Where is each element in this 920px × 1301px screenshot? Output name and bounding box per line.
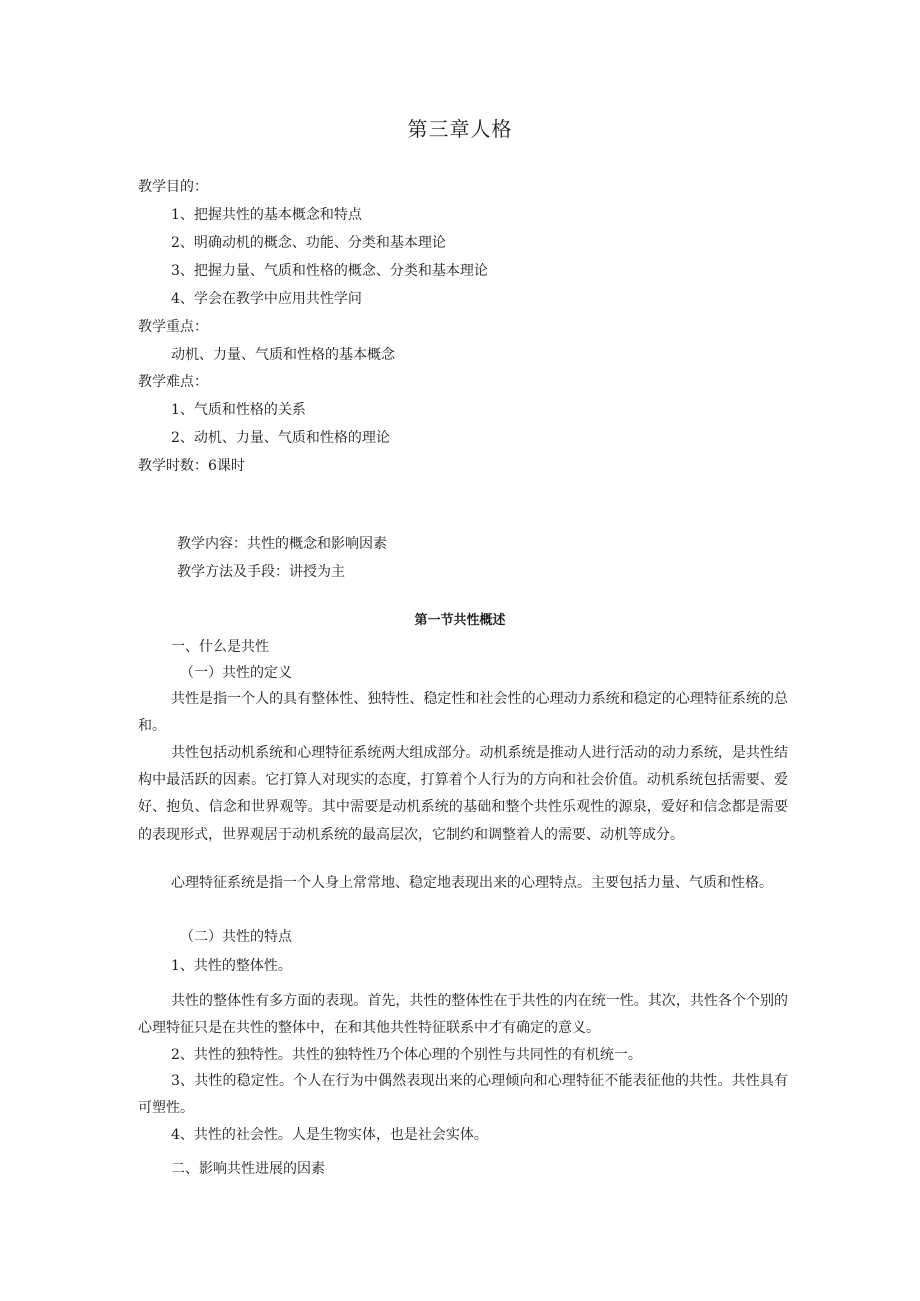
difficulty-item: 1、气质和性格的关系: [171, 402, 306, 418]
objective-item: 4、学会在教学中应用共性学问: [171, 291, 362, 307]
paragraph-feature1: 共性的整体性有多方面的表现。首先，共性的整体性在于共性的内在统一性。其次，共性各个个别的心理特征只是在共性的整体中，在和其他共性特征联系中才有确定的意义。: [138, 993, 788, 1037]
difficulty-item: 2、动机、力量、气质和性格的理论: [171, 430, 390, 446]
paragraph-components: 共性包括动机系统和心理特征系统两大组成部分。动机系统是推动人进行活动的动力系统，是共性结构中最活跃的因素。它打算人对现实的态度，打算着个人行为的方向和社会价值。动机系统包括需要、爱好、抱负、信念和世界观等。其中需要是动机系统的基础和整个共性乐观性的源泉，爱好和信念都是需要的表现形式，世界观居于动机系统的最高层次，它制约和调整着人的需要、动机等成分。: [138, 745, 788, 843]
subsection-heading: （二）共性的特点: [180, 929, 292, 945]
teaching-method: 教学方法及手段：讲授为主: [177, 564, 345, 580]
teaching-content: 教学内容：共性的概念和影响因素: [177, 536, 387, 552]
objective-item: 3、把握力量、气质和性格的概念、分类和基本理论: [171, 263, 488, 279]
objective-item: 2、明确动机的概念、功能、分类和基本理论: [171, 235, 446, 251]
section-title: 第一节共性概述: [414, 613, 506, 628]
objectives-label: 教学目的：: [138, 179, 208, 195]
paragraph-traits: 心理特征系统是指一个人身上常常地、稳定地表现出来的心理特点。主要包括力量、气质和性格。: [171, 875, 773, 891]
part-heading: 二、影响共性进展的因素: [171, 1161, 325, 1177]
difficulties-label: 教学难点：: [138, 374, 208, 390]
paragraph-feature2: 2、共性的独特性。共性的独特性乃个体心理的个别性与共同性的有机统一。: [171, 1047, 642, 1063]
paragraph-feature4: 4、共性的社会性。人是生物实体，也是社会实体。: [171, 1127, 488, 1143]
key-points-text: 动机、力量、气质和性格的基本概念: [171, 347, 395, 363]
paragraph-feature3: 3、共性的稳定性。个人在行为中偶然表现出来的心理倾向和心理特征不能表征他的共性。共性具有可塑性。: [138, 1073, 788, 1117]
teaching-hours: 教学时数：6课时: [138, 458, 245, 474]
subsection-heading: （一）共性的定义: [180, 665, 292, 681]
paragraph-definition: 共性是指一个人的具有整体性、独特性、稳定性和社会性的心理动力系统和稳定的心理特征系统的总和。: [138, 691, 788, 735]
key-points-label: 教学重点：: [138, 319, 208, 335]
part-heading: 一、什么是共性: [171, 639, 269, 655]
chapter-title: 第三章人格: [407, 117, 513, 141]
feature-heading: 1、共性的整体性。: [171, 958, 292, 974]
objective-item: 1、把握共性的基本概念和特点: [171, 207, 362, 223]
